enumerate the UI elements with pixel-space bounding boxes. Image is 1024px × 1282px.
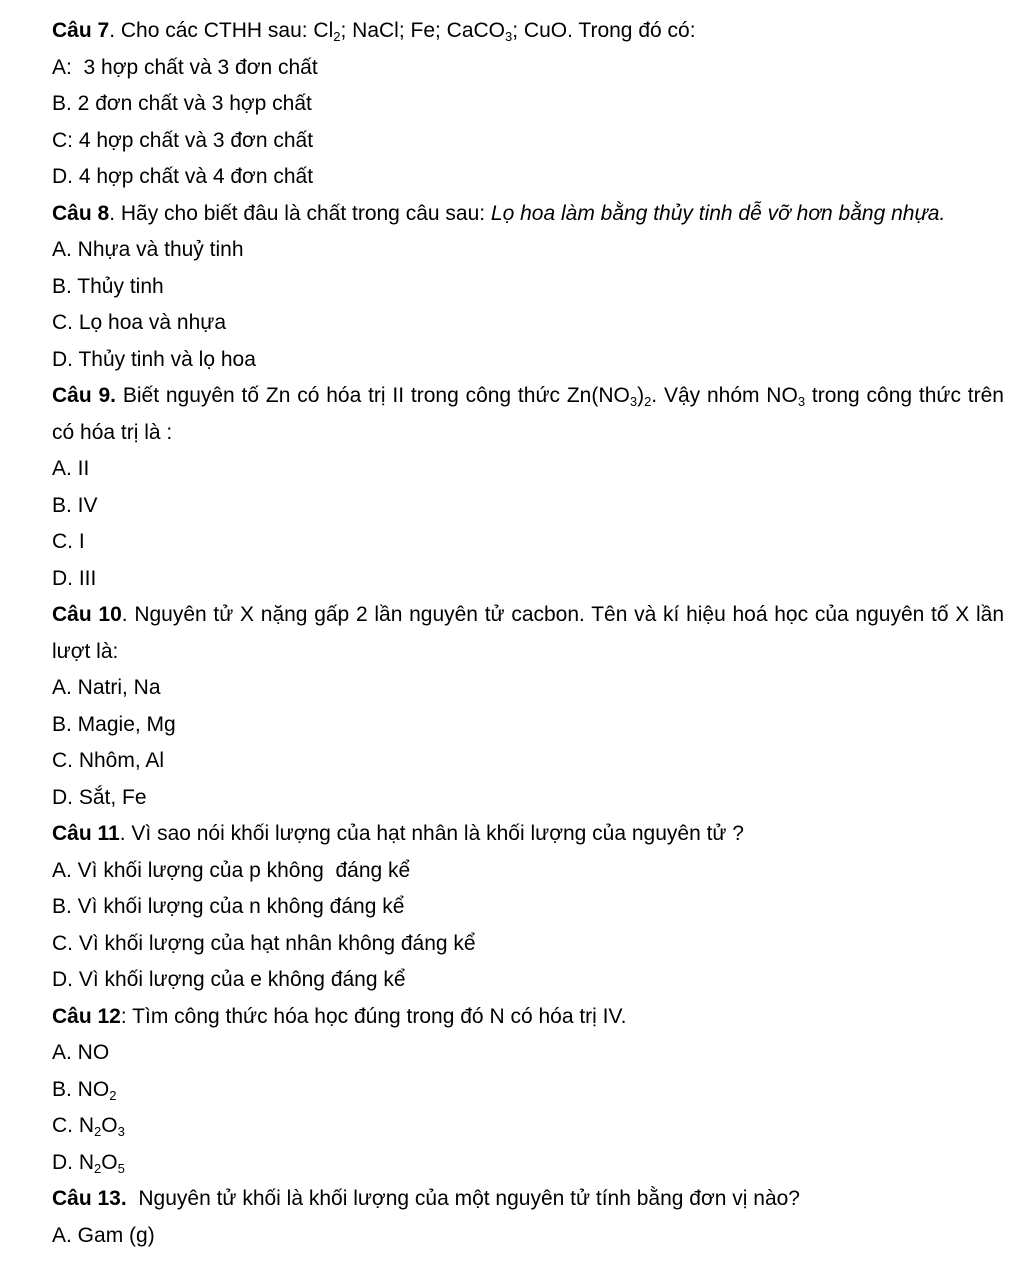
text-segment: O bbox=[101, 1150, 118, 1174]
text-segment: ) bbox=[637, 384, 645, 407]
text-segment: D. Sắt, Fe bbox=[52, 785, 147, 809]
answer-option bbox=[52, 1072, 1004, 1109]
text-segment: A. Natri, Na bbox=[52, 676, 161, 699]
text-segment: . Vậy nhóm NO bbox=[651, 384, 798, 407]
bold-label-text: Câu 10 bbox=[52, 603, 122, 626]
text-segment: D. N bbox=[52, 1150, 94, 1174]
answer-option bbox=[52, 1218, 1004, 1255]
answer-option bbox=[52, 123, 1004, 160]
text-segment: D. Vì khối lượng của e không đáng kể bbox=[52, 968, 406, 991]
answer-option bbox=[52, 488, 1004, 525]
subscript-text: 3 bbox=[117, 1124, 125, 1139]
question-câu-11 bbox=[52, 816, 1004, 999]
text-segment: A. Gam (g) bbox=[52, 1223, 155, 1247]
bold-label-text: Câu 7 bbox=[52, 19, 110, 42]
answer-option bbox=[52, 86, 1004, 123]
subscript-text: 2 bbox=[644, 394, 652, 409]
text-segment: B. 2 đơn chất và 3 hợp chất bbox=[52, 92, 312, 115]
text-segment: ; CuO. Trong đó có: bbox=[512, 19, 696, 42]
answer-option bbox=[52, 159, 1004, 196]
question-stem bbox=[52, 196, 1004, 233]
bold-label-text: Câu 13. bbox=[52, 1187, 127, 1210]
answer-option bbox=[52, 670, 1004, 707]
text-segment: C. N bbox=[52, 1114, 94, 1137]
answer-option bbox=[52, 451, 1004, 488]
answer-option bbox=[52, 524, 1004, 561]
question-câu-10 bbox=[52, 597, 1010, 816]
question-stem bbox=[52, 999, 1004, 1036]
subscript-text: 3 bbox=[797, 394, 806, 409]
answer-option bbox=[52, 269, 1004, 306]
question-câu-8 bbox=[52, 196, 1004, 379]
question-list bbox=[52, 13, 1010, 1254]
subscript-text: 5 bbox=[117, 1160, 125, 1176]
text-segment: C. Lọ hoa và nhựa bbox=[52, 311, 227, 334]
bold-label-text: Câu 8 bbox=[52, 201, 110, 225]
text-segment: C. Vì khối lượng của hạt nhân không đáng kể bbox=[52, 931, 476, 955]
text-segment: D. 4 hợp chất và 4 đơn chất bbox=[52, 165, 314, 188]
text-segment: : Tìm công thức hóa học đúng trong đó N có hóa trị IV. bbox=[120, 1004, 627, 1028]
text-segment: A. Vì khối lượng của p không đáng kể bbox=[52, 858, 411, 882]
text-segment: A. Nhựa và thuỷ tinh bbox=[52, 238, 244, 261]
question-stem bbox=[52, 816, 1004, 853]
subscript-text: 2 bbox=[94, 1160, 102, 1176]
text-segment: Nguyên tử khối là khối lượng của một nguyên tử tính bằng đơn vị nào? bbox=[126, 1187, 800, 1210]
subscript-text: 2 bbox=[109, 1087, 117, 1103]
answer-option bbox=[52, 305, 1004, 342]
text-segment: B. Thủy tinh bbox=[52, 274, 164, 298]
text-segment: B. Vì khối lượng của n không đáng kể bbox=[52, 895, 405, 918]
answer-option bbox=[52, 50, 1004, 87]
question-câu-7 bbox=[52, 13, 1004, 196]
bold-label-text: Câu 12 bbox=[52, 1004, 121, 1028]
text-segment: Biết nguyên tố Zn có hóa trị II trong công thức Zn(NO bbox=[116, 384, 630, 407]
answer-option bbox=[52, 1035, 1004, 1072]
answer-option bbox=[52, 962, 1004, 999]
answer-option bbox=[52, 1108, 1004, 1145]
answer-option bbox=[52, 926, 1004, 963]
text-segment: O bbox=[101, 1114, 118, 1137]
text-segment: A. NO bbox=[52, 1041, 110, 1064]
text-segment: D. III bbox=[52, 566, 97, 590]
bold-label-text: Câu 11 bbox=[52, 822, 120, 845]
text-segment: . Cho các CTHH sau: Cl bbox=[109, 19, 334, 42]
answer-option bbox=[52, 889, 1004, 926]
italic-text: Lọ hoa làm bằng thủy tinh dễ vỡ hơn bằng nhựa. bbox=[490, 201, 946, 225]
answer-option bbox=[52, 780, 1004, 817]
text-segment: A. II bbox=[52, 457, 90, 480]
text-segment: . Nguyên tử X nặng gấp 2 lần nguyên tử cacbon. Tên và kí hiệu hoá học của nguyên tố X lần lượt là: bbox=[52, 603, 1010, 663]
text-segment: C. I bbox=[52, 530, 85, 553]
answer-option bbox=[52, 743, 1004, 780]
text-segment: B. Magie, Mg bbox=[52, 712, 176, 736]
bold-label-text: Câu 9. bbox=[52, 384, 117, 407]
answer-option bbox=[52, 232, 1004, 269]
text-segment: B. NO bbox=[52, 1077, 110, 1101]
subscript-text: 3 bbox=[505, 29, 513, 44]
text-segment: trong công thức trên có hóa trị là : bbox=[52, 384, 1010, 444]
text-segment: . Vì sao nói khối lượng của hạt nhân là khối lượng của nguyên tử ? bbox=[119, 822, 744, 845]
question-câu-12 bbox=[52, 999, 1004, 1182]
question-stem bbox=[52, 597, 1010, 670]
subscript-text: 3 bbox=[629, 394, 638, 409]
question-stem bbox=[52, 378, 1010, 451]
question-câu-13 bbox=[52, 1181, 1004, 1254]
subscript-text: 2 bbox=[333, 29, 341, 44]
question-câu-9 bbox=[52, 378, 1010, 597]
text-segment: . Hãy cho biết đâu là chất trong câu sau: bbox=[109, 201, 491, 225]
text-segment: C: 4 hợp chất và 3 đơn chất bbox=[52, 128, 314, 152]
question-stem bbox=[52, 1181, 1004, 1218]
answer-option bbox=[52, 342, 1004, 379]
text-segment: C. Nhôm, Al bbox=[52, 749, 165, 772]
answer-option bbox=[52, 707, 1004, 744]
text-segment: D. Thủy tinh và lọ hoa bbox=[52, 347, 256, 371]
text-segment: ; NaCl; Fe; CaCO bbox=[340, 19, 506, 42]
answer-option bbox=[52, 1145, 1004, 1182]
answer-option bbox=[52, 853, 1004, 890]
subscript-text: 2 bbox=[94, 1124, 102, 1139]
answer-option bbox=[52, 561, 1004, 598]
text-segment: B. IV bbox=[52, 493, 98, 517]
question-stem bbox=[52, 13, 1004, 50]
text-segment: A: 3 hợp chất và 3 đơn chất bbox=[52, 55, 318, 79]
